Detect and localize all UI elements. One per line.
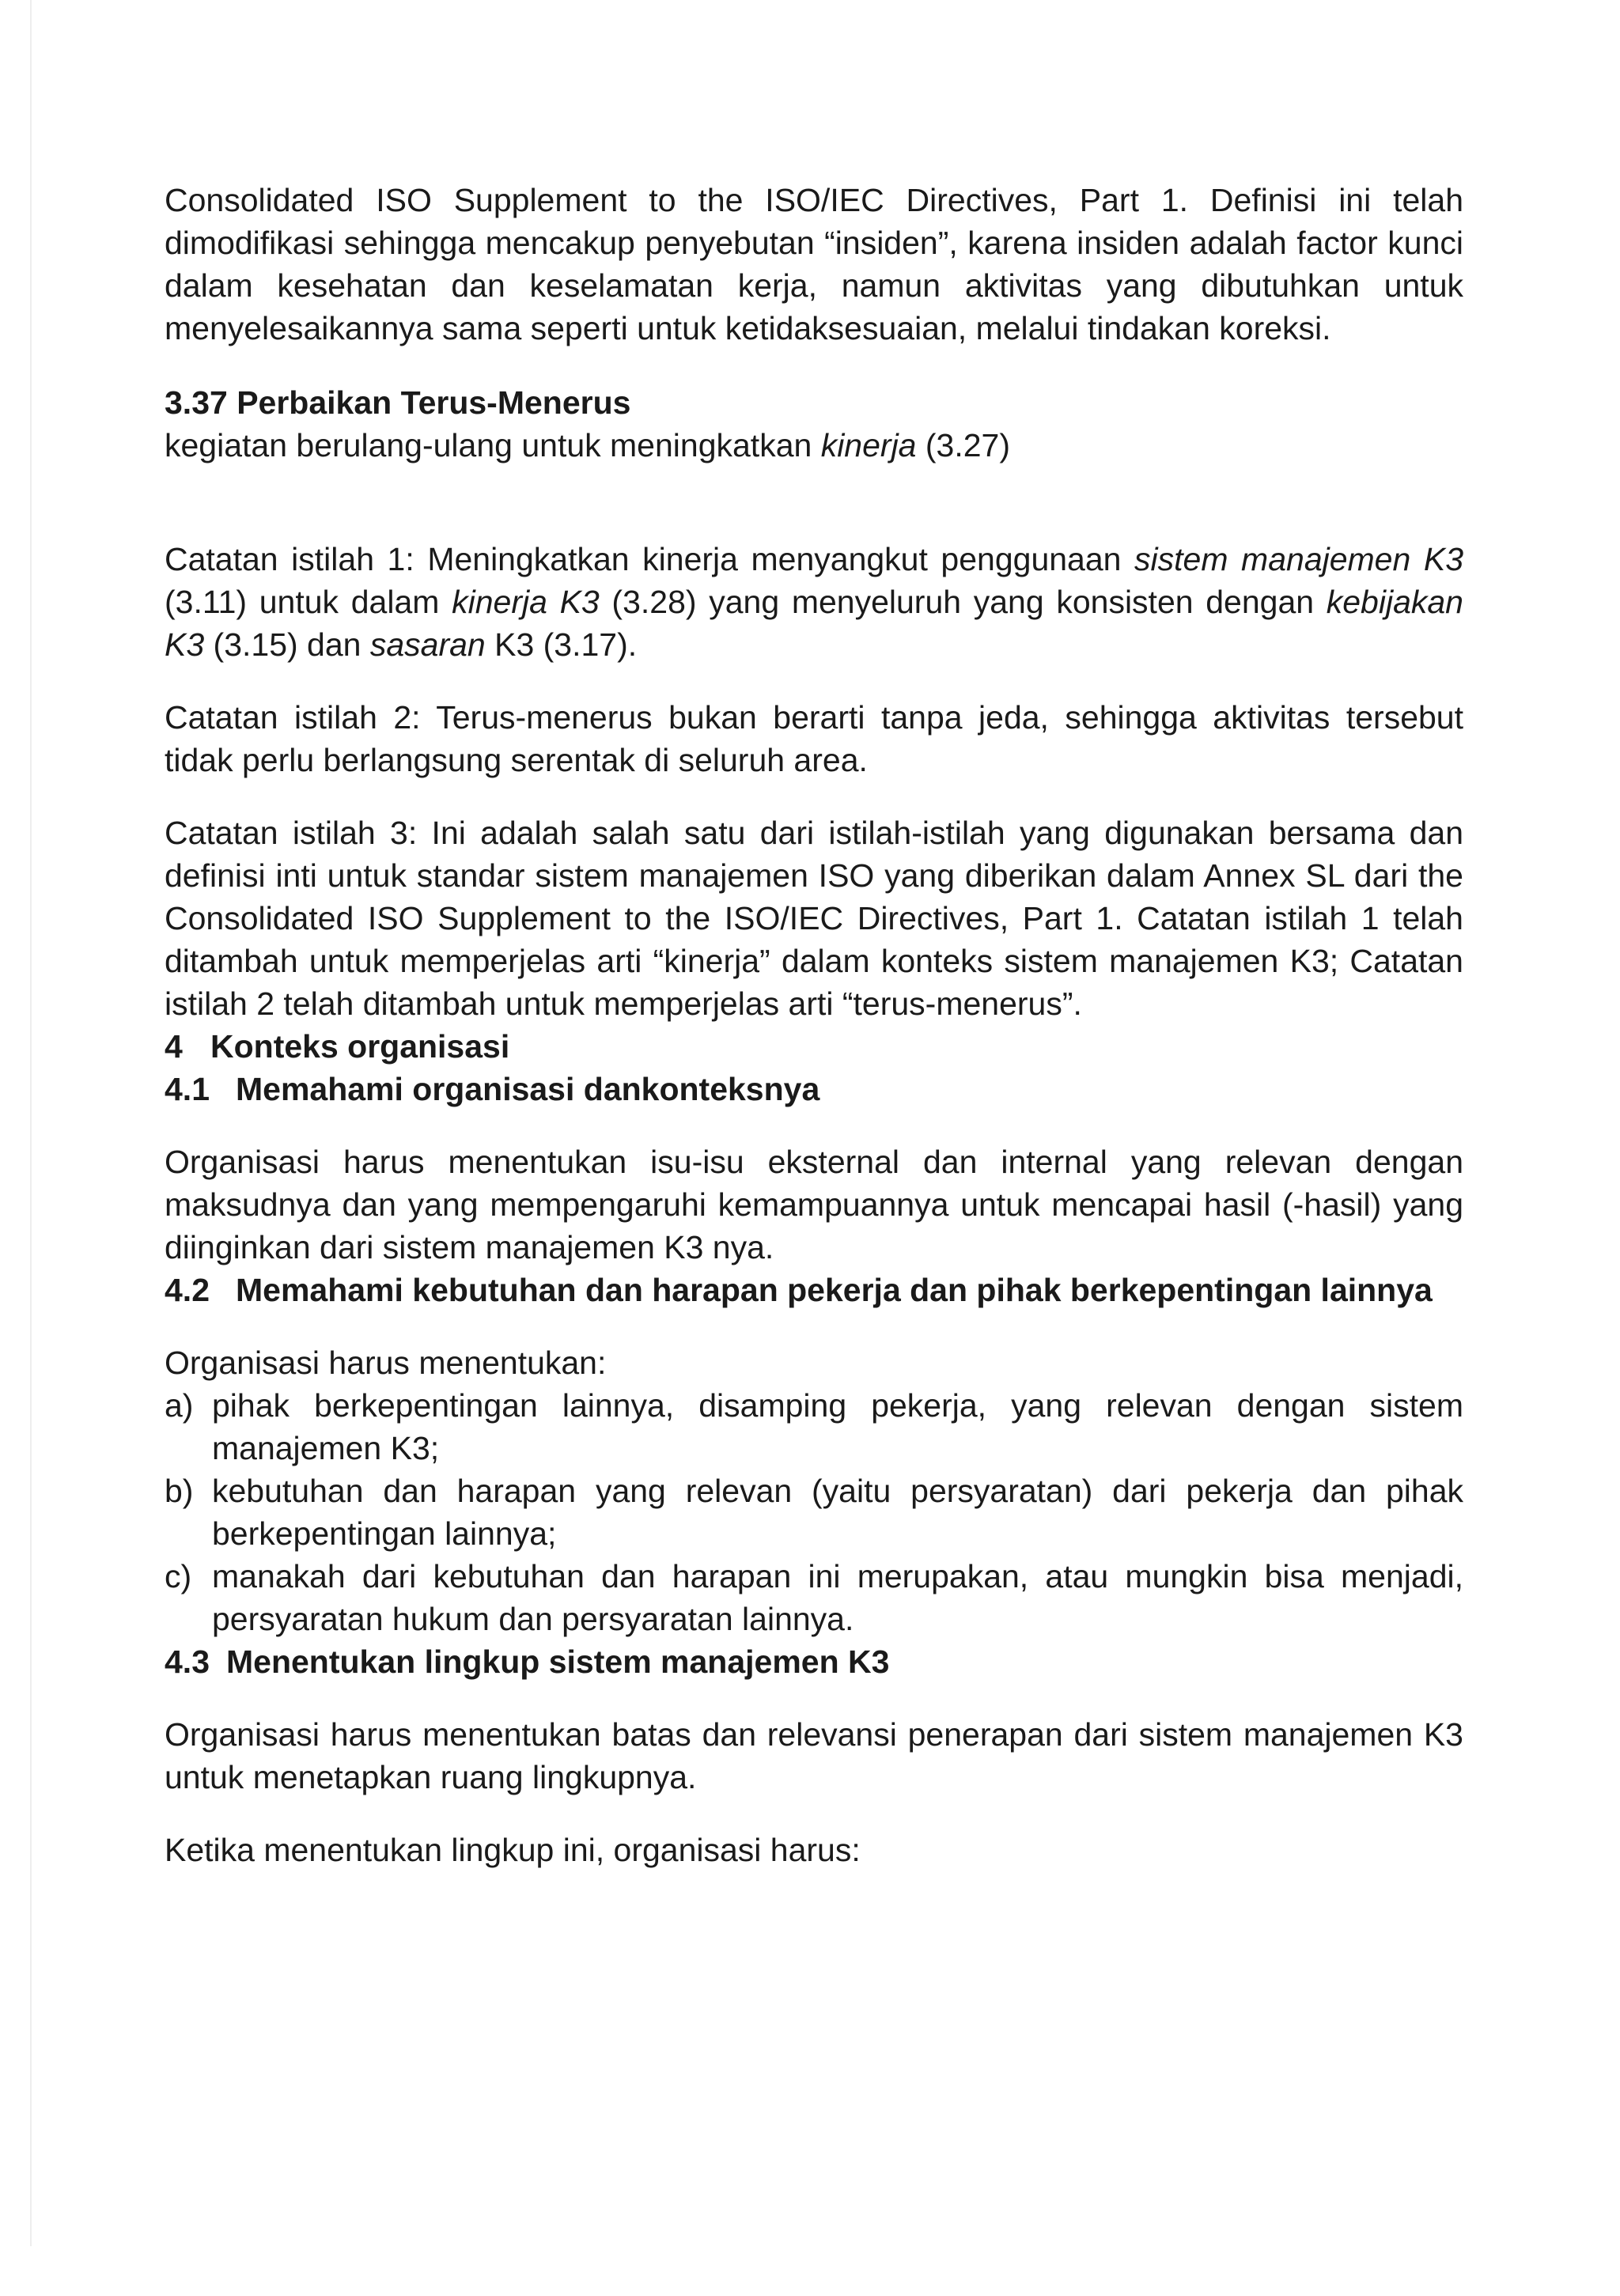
list-item-text: pihak berkepentingan lainnya, disamping pekerja, yang relevan dengan sistem manajemen K3; [212, 1387, 1463, 1466]
list-item [165, 1470, 1463, 1555]
list-item [165, 1555, 1463, 1640]
term-3-37-definition: kegiatan berulang-ulang untuk meningkatkan kinerja (3.27) [165, 427, 1010, 463]
section-4-3-text: Organisasi harus menentukan batas dan relevansi penerapan dari sistem manajemen K3 untuk menetapkan ruang lingkupnya. [165, 1716, 1463, 1795]
document-body [165, 179, 1463, 1871]
section-4-1-text: Organisasi harus menentukan isu-isu eksternal dan internal yang relevan dengan maksudnya dan yang mempengaruhi kemampuannya untuk mencapai hasil (-hasil) yang diinginkan dari sistem manajemen K3 nya. [165, 1144, 1463, 1265]
term-note-3: Catatan istilah 3: Ini adalah salah satu dari istilah-istilah yang digunakan bersama dan definisi inti untuk standar sistem manajemen ISO yang diberikan dalam Annex SL dari the Consolidated ISO Supplement to the ISO/IEC Directives, Part 1. Catatan istilah 1 telah ditambah untuk memperjelas arti “kinerja” dalam konteks sistem manajemen K3; Catatan istilah 2 telah ditambah untuk memperjelas arti “terus-menerus”. [165, 815, 1463, 1022]
list-item-text: manakah dari kebutuhan dan harapan ini merupakan, atau mungkin bisa menjadi, persyaratan hukum dan persyaratan lainnya. [212, 1558, 1463, 1637]
term-note-2: Catatan istilah 2: Terus-menerus bukan berarti tanpa jeda, sehingga aktivitas tersebut tidak perlu berlangsung serentak di seluruh area. [165, 699, 1463, 778]
term-3-37 [165, 381, 1463, 467]
section-4-2-heading: 4.2 Memahami kebutuhan dan harapan pekerja dan pihak berkepentingan lainnya [165, 1272, 1433, 1308]
list-item [165, 1384, 1463, 1470]
section-4-1-heading: 4.1 Memahami organisasi dankonteksnya [165, 1071, 820, 1107]
term-3-37-title: 3.37 Perbaikan Terus-Menerus [165, 384, 631, 421]
list-marker: c) [165, 1558, 192, 1594]
term-note-1: Catatan istilah 1: Meningkatkan kinerja menyangkut penggunaan sistem manajemen K3 (3.11) untuk dalam kinerja K3 (3.28) yang menyeluruh yang konsisten dengan kebijakan K3 (3.15) dan sasaran K3 (3.17). [165, 541, 1464, 663]
section-4-3-heading: 4.3 Menentukan lingkup sistem manajemen K3 [165, 1644, 890, 1680]
list-marker: a) [165, 1387, 194, 1424]
list-item-text: kebutuhan dan harapan yang relevan (yaitu persyaratan) dari pekerja dan pihak berkepentingan lainnya; [212, 1473, 1463, 1552]
page-edge [30, 0, 32, 2246]
list-marker: b) [165, 1473, 194, 1509]
section-4-2-intro: Organisasi harus menentukan: [165, 1345, 607, 1381]
intro-paragraph: Consolidated ISO Supplement to the ISO/IEC Directives, Part 1. Definisi ini telah dimodifikasi sehingga mencakup penyebutan “insiden”, karena insiden adalah factor kunci dalam kesehatan dan keselamatan kerja, namun aktivitas yang dibutuhkan untuk menyelesaikannya sama seperti untuk ketidaksesuaian, melalui tindakan koreksi. [165, 182, 1463, 346]
section-4-heading: 4 Konteks organisasi [165, 1028, 510, 1065]
section-4-3-text-2: Ketika menentukan lingkup ini, organisasi harus: [165, 1832, 861, 1868]
